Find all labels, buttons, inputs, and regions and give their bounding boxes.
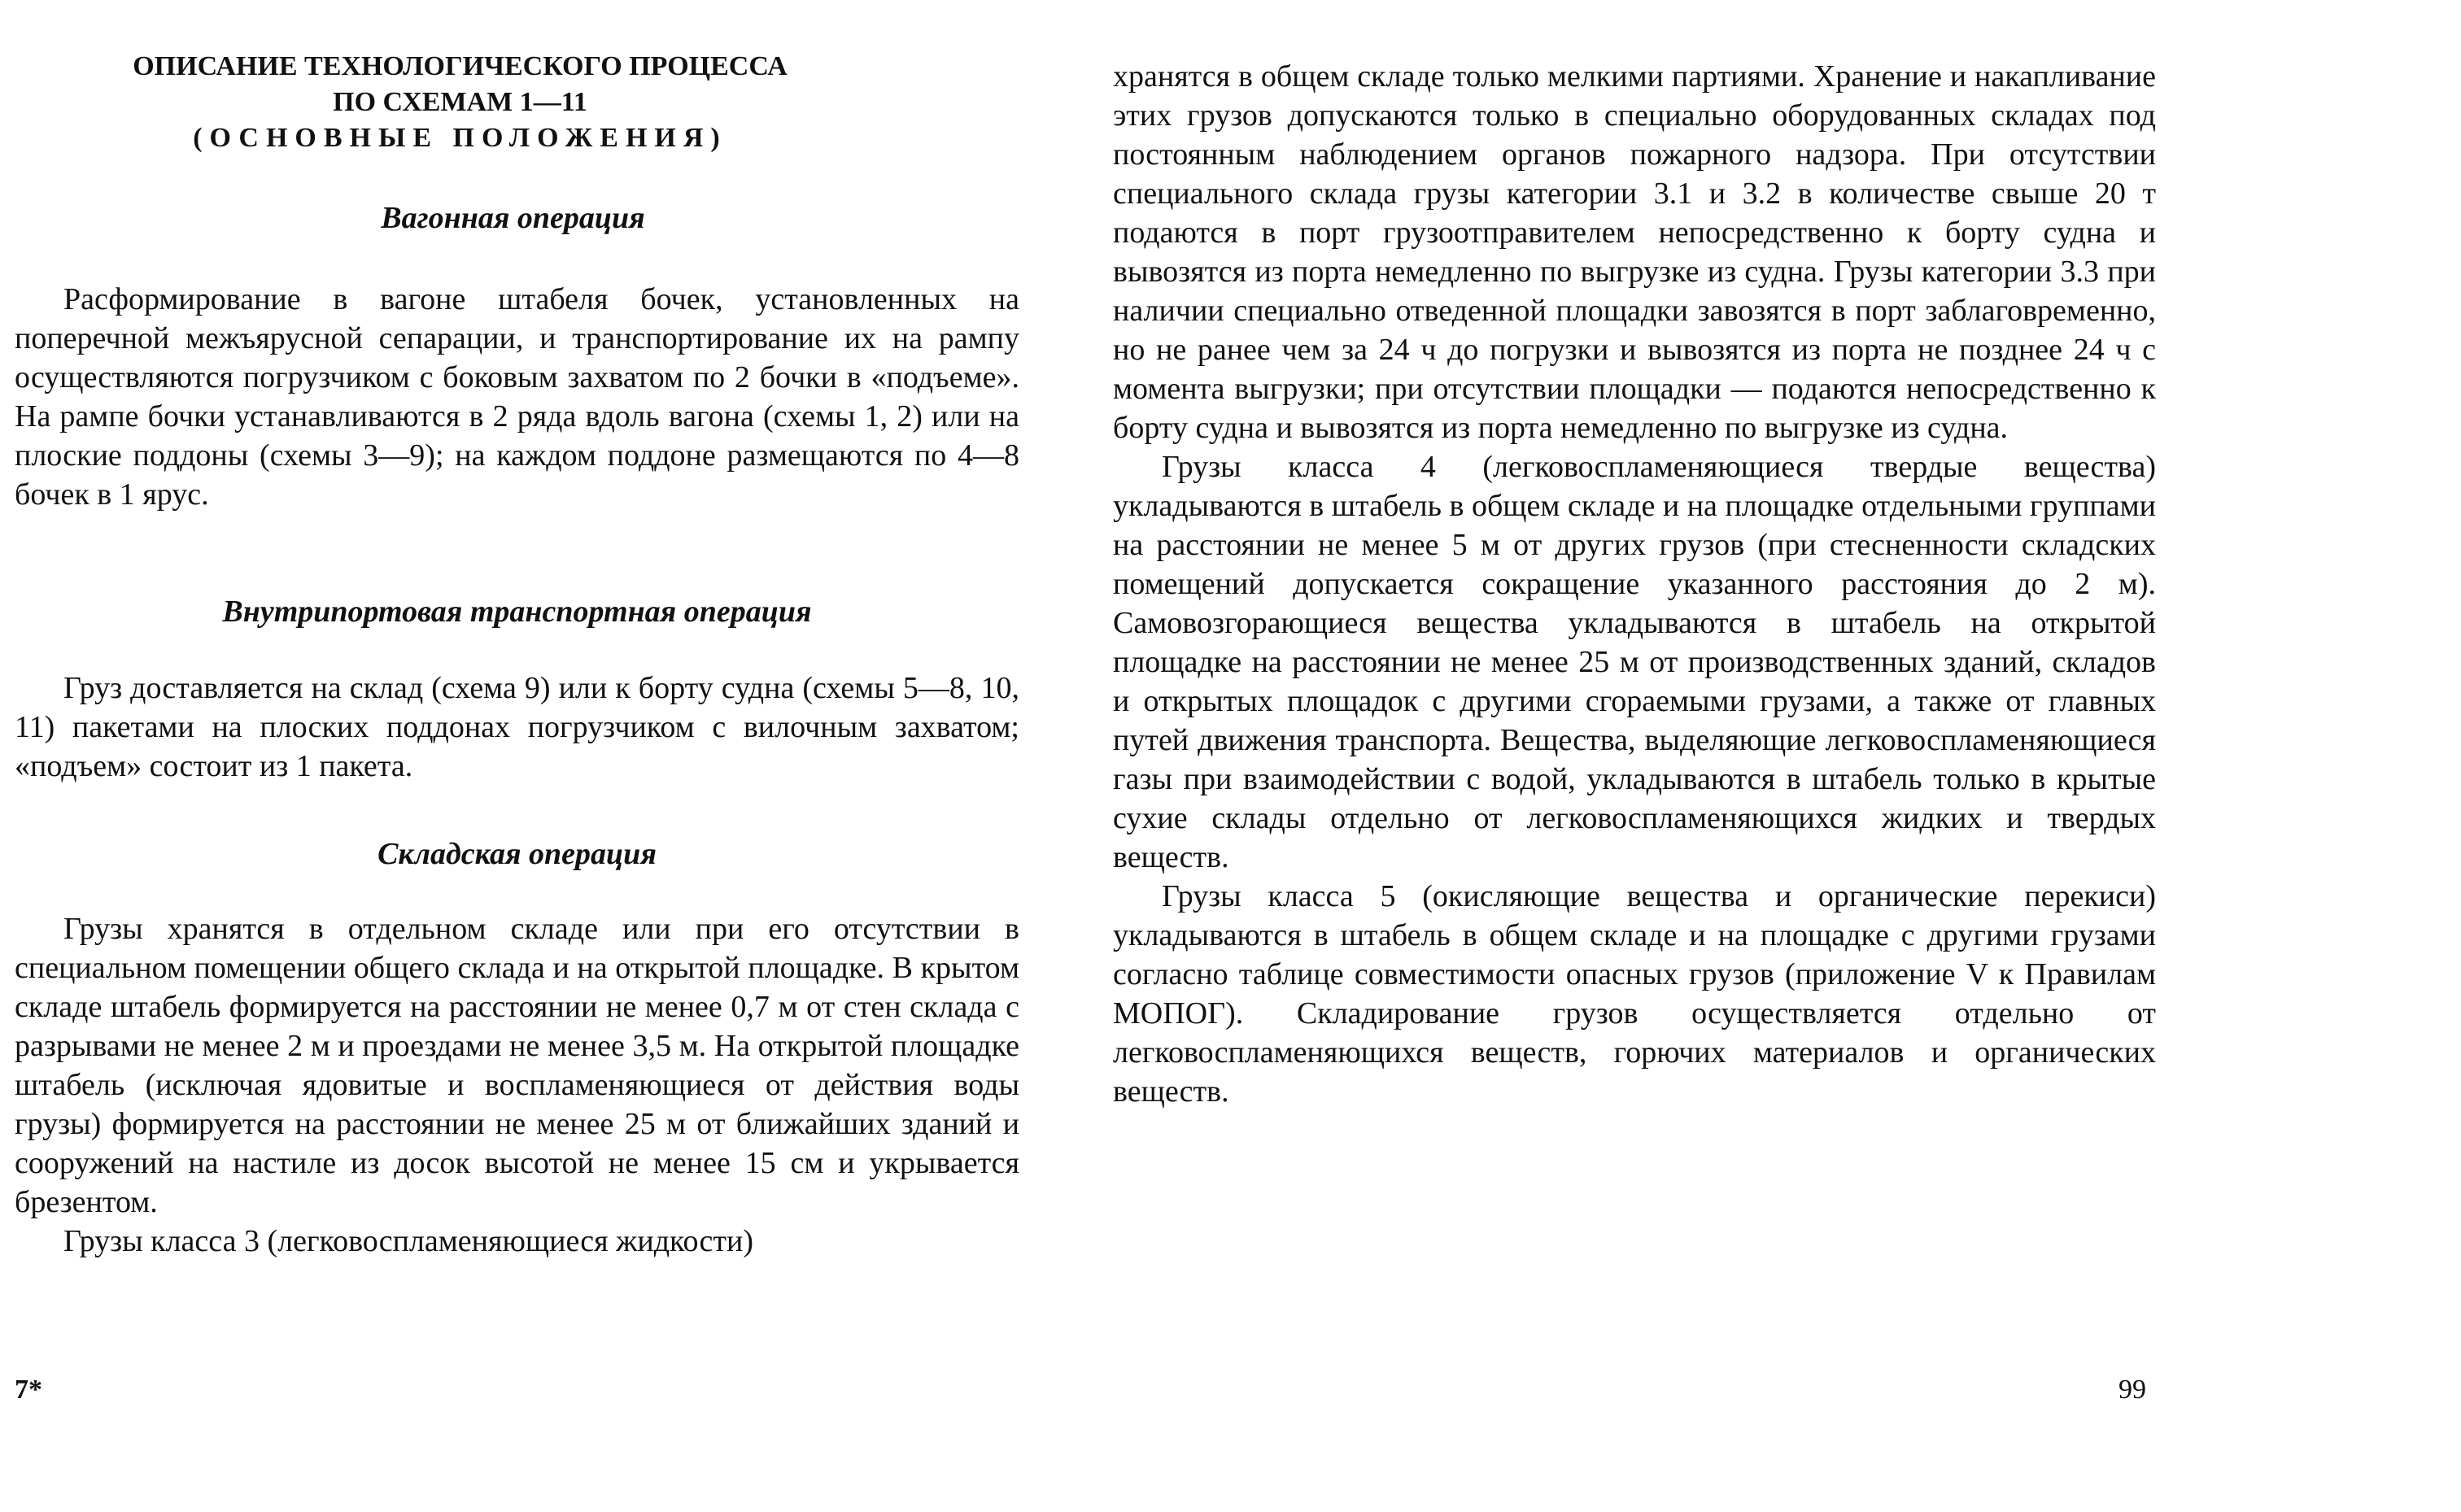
paragraph-class4: Грузы класса 4 (легковоспламеняющиеся твердые вещества) укладываются в штабель в общем складе и на площадке отдельными группами на расстоянии не менее 5 м от других грузов (при стесненности складских помещений допускается сокращение указанного расстояния до 2 м). Самовозгорающиеся вещества укладываются в штабель на открытой площадке на расстоянии не менее 25 м от производственных зданий, складов и открытых площадок с другими сгораемыми грузами, а также от главных путей движения транспорта. Вещества, выделяющие легковоспламеняющиеся газы при взаимодействии с водой, укладываются в штабель только в крытые сухие склады отдельно от легковоспламеняющихся жидких и твердых веществ. (1113, 450, 2156, 874)
title-line-2: ПО СХЕМАМ 1—11 (333, 87, 587, 117)
chapter-title (15, 49, 1019, 156)
paragraph-transport-operation: Груз доставляется на склад (схема 9) или к борту судна (схемы 5—8, 10, 11) пакетами на плоских поддонах погрузчиком с вилочным захватом; «подъем» состоит из 1 пакета. (15, 671, 1019, 783)
paragraph-class3-continuation: хранятся в общем складе только мелкими партиями. Хранение и накапливание этих грузов допускаются только в специально оборудованных складах под постоянным наблюдением органов пожарного надзора. При отсутствии специального склада грузы категории 3.1 и 3.2 в количестве свыше 20 т подаются в порт грузоотправителем непосредственно к борту судна и вывозятся из порта немедленно по выгрузке из судна. Грузы категории 3.3 при наличии специально отведенной площадки завозятся в порт заблаговременно, но не ранее чем за 24 ч до погрузки и вывозятся из порта не позднее 24 ч с момента выгрузки; при отсутствии площадки — подаются непосредственно к борту судна и вывозятся из порта немедленно по выгрузке из судна. (1113, 59, 2156, 445)
signature-mark: 7* (15, 1375, 42, 1405)
paragraph-warehouse-operation: Грузы хранятся в отдельном складе или при его отсутствии в специальном помещении общего склада и на открытой площадке. В крытом складе штабель формируется на расстоянии не менее 0,7 м от стен склада с разрывами не менее 2 м и проездами не менее 3,5 м. На открытой площадке штабель (исключая ядовитые и воспламеняющиеся от действия воды грузы) формируется на расстоянии не менее 25 м от ближайших зданий и сооружений на настиле из досок высотой не менее 15 см и укрывается брезентом. (15, 912, 1019, 1219)
paragraph-wagon-operation: Расформирование в вагоне штабеля бочек, установленных на поперечной межъярусной сепарации, и транспортирование их на рампу осуществляются погрузчиком с боковым захватом по 2 бочки в «подъеме». На рампе бочки устанавливаются в 2 ряда вдоль вагона (схемы 1, 2) или на плоские поддоны (схемы 3—9); на каждом поддоне размещаются по 4—8 бочек в 1 ярус. (15, 282, 1019, 512)
paragraph-class5: Грузы класса 5 (окисляющие вещества и органические перекиси) укладываются в штабель в общем складе и на площадке с другими грузами согласно таблице совместимости опасных грузов (приложение V к Правилам МОПОГ). Складирование грузов осуществляется отдельно от легковоспламеняющихся веществ, горючих материалов и органических веществ. (1113, 879, 2156, 1109)
section-heading-wagon: Вагонная операция (381, 201, 645, 235)
section-heading-warehouse: Складская операция (377, 837, 657, 871)
paragraph-class3-start: Грузы класса 3 (легковоспламеняющиеся жидкости) (63, 1224, 753, 1258)
right-page (1113, 0, 2156, 1111)
title-line-3: (ОСНОВНЫЕ ПОЛОЖЕНИЯ) (193, 123, 727, 153)
left-page (15, 0, 1019, 1261)
title-line-1: ОПИСАНИЕ ТЕХНОЛОГИЧЕСКОГО ПРОЦЕССА (133, 51, 788, 81)
section-heading-transport: Внутрипортовая транспортная операция (222, 595, 812, 629)
page-number: 99 (2118, 1375, 2146, 1405)
